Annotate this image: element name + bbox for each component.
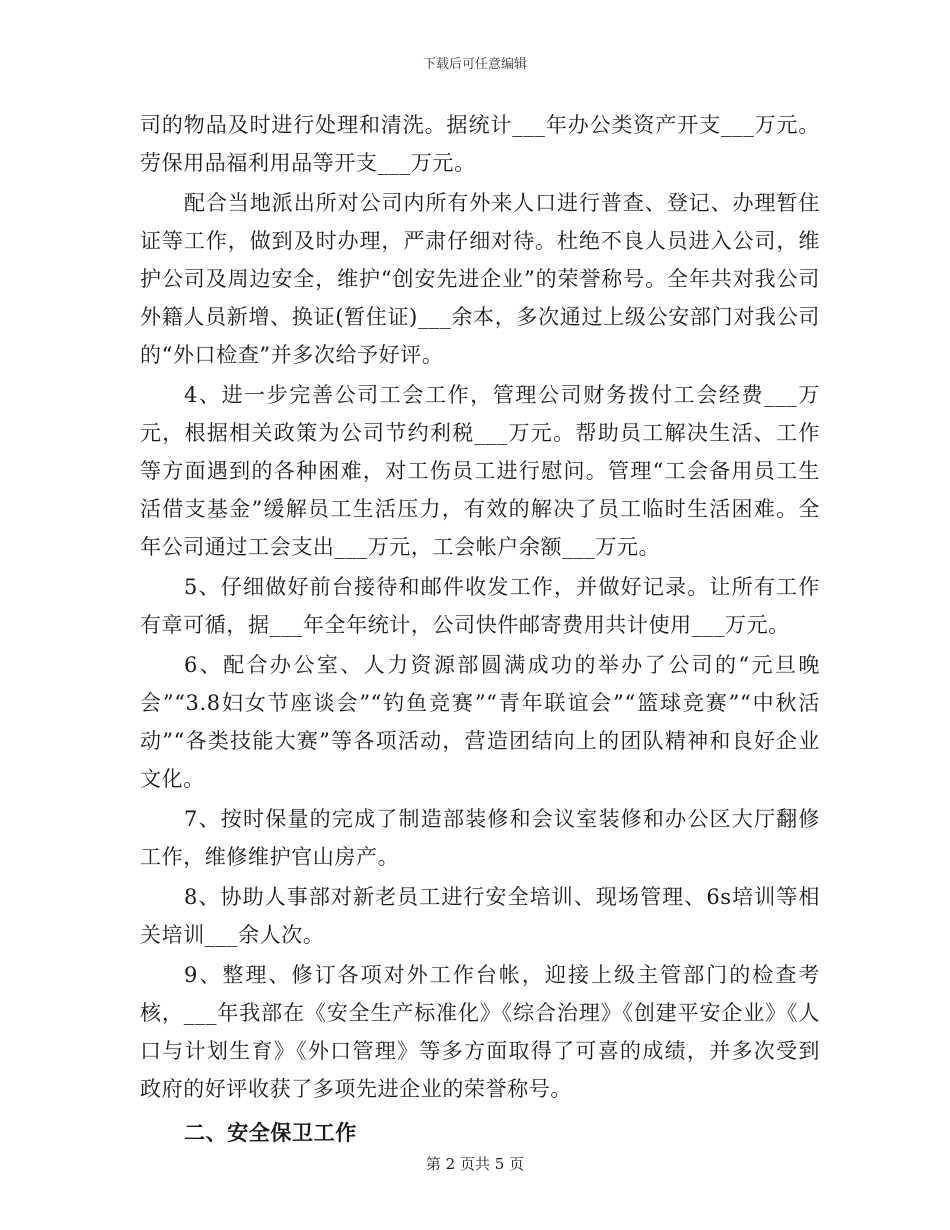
document-body <box>140 106 820 1152</box>
section-heading-security: 二、安全保卫工作 <box>184 1120 357 1145</box>
page-header: 下载后可任意编辑 <box>422 57 527 72</box>
paragraph-events: 6、配合办公室、人力资源部圆满成功的举办了公司的“元旦晚会”“3.8妇女节座谈会”“钓鱼竞赛”“青年联谊会”“篮球竞赛”“中秋活动”“各类技能大赛”等各项活动，营造团结向上的团队精神和良好企业文化。 <box>140 653 820 791</box>
paragraph-assets-expense: 司的物品及时进行处理和清洗。据统计___年办公类资产开支___万元。劳保用品福利用品等开支___万元。 <box>140 113 820 175</box>
paragraph-migrant-registration: 配合当地派出所对公司内所有外来人口进行普查、登记、办理暂住证等工作，做到及时办理，严肃仔细对待。杜绝不良人员进入公司，维护公司及周边安全，维护“创安先进企业”的荣誉称号。全年共对我公司外籍人员新增、换证(暂住证)___余本，多次通过上级公安部门对我公司的“外口检查”并多次给予好评。 <box>140 191 820 367</box>
page-footer: 第 2 页共 5 页 <box>425 1155 525 1173</box>
paragraph-reception-mail: 5、仔细做好前台接待和邮件收发工作，并做好记录。让所有工作有章可循，据___年全年统计，公司快件邮寄费用共计使用___万元。 <box>140 575 820 637</box>
paragraph-safety-training: 8、协助人事部对新老员工进行安全培训、现场管理、6s培训等相关培训___余人次。 <box>140 885 820 947</box>
paragraph-renovation: 7、按时保量的完成了制造部装修和会议室装修和办公区大厅翻修工作，维修维护官山房产。 <box>140 807 820 869</box>
paragraph-ledgers-honors: 9、整理、修订各项对外工作台帐，迎接上级主管部门的检查考核，___年我部在《安全生产标准化》《综合治理》《创建平安企业》《人口与计划生育》《外口管理》等多方面取得了可喜的成绩，并多次受到政府的好评收获了多项先进企业的荣誉称号。 <box>140 963 820 1101</box>
paragraph-union-work: 4、进一步完善公司工会工作，管理公司财务拨付工会经费___万元，根据相关政策为公司节约利税___万元。帮助员工解决生活、工作等方面遇到的各种困难，对工伤员工进行慰问。管理“工会备用员工生活借支基金”缓解员工生活压力，有效的解决了员工临时生活困难。全年公司通过工会支出___万元，工会帐户余额___万元。 <box>140 383 820 559</box>
